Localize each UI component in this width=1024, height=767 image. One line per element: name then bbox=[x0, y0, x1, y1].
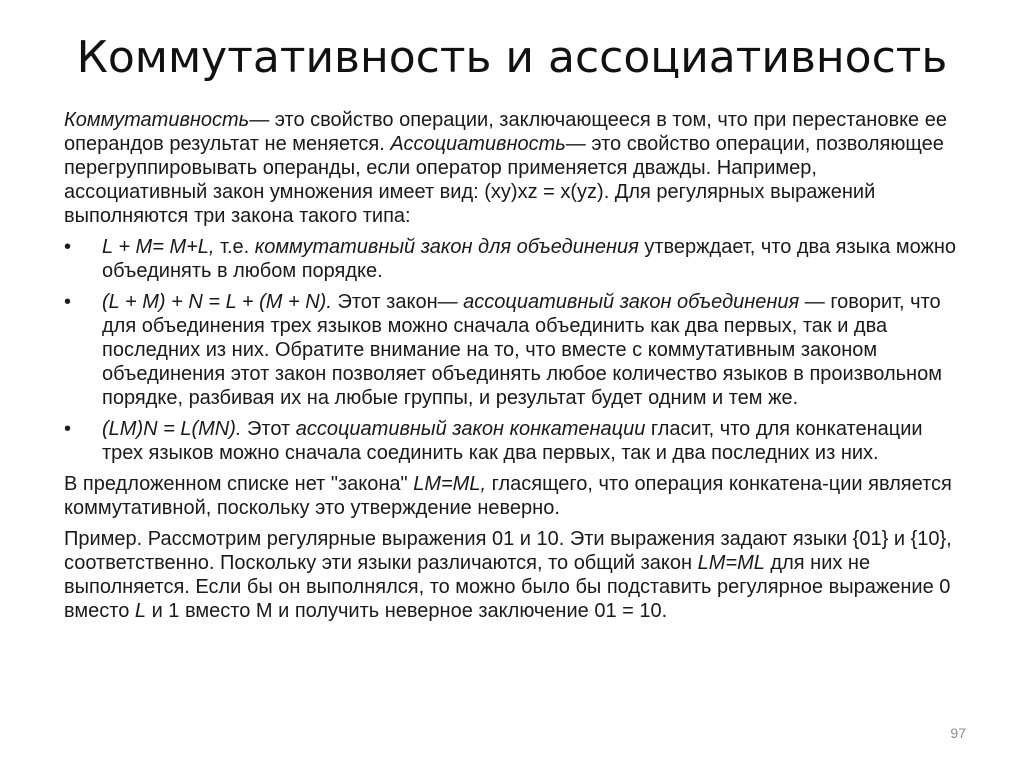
body-text: гласит, что для конкатенации трех языков можно сначала соединить как два первых, так и два последних из них. bbox=[102, 418, 923, 464]
body-text: — это свойство операции, позволяющее перегруппировывать операнды, если оператор применяется дважды. Например, ассоциативный закон умножения имеет вид: (xy)xz = x(yz). Для регулярных выражений выполняются три закона такого типа: bbox=[64, 133, 944, 227]
law-commutative-union bbox=[102, 236, 956, 282]
emphasis-text: (L + M) + N = L + (M + N). bbox=[102, 291, 332, 313]
body-text: Этот закон— bbox=[331, 291, 464, 313]
list-item bbox=[64, 417, 964, 465]
bullet-icon: • bbox=[64, 291, 72, 313]
list-item bbox=[64, 290, 964, 410]
note-paragraph bbox=[64, 472, 964, 520]
body-text: В предложенном списке нет "закона" bbox=[64, 473, 414, 495]
emphasis-text: Коммутативность bbox=[64, 109, 250, 131]
emphasis-text: LM=ML, bbox=[413, 473, 487, 495]
law-associative-union bbox=[102, 291, 942, 409]
bullet-icon: • bbox=[64, 418, 72, 440]
body-text: и 1 вместо М и получить неверное заключение 01 = 10. bbox=[146, 600, 668, 622]
body-text: — это свойство операции, заключающееся в том, что при перестановке ее операндов результат не меняется. bbox=[64, 109, 947, 155]
emphasis-text: L bbox=[134, 600, 147, 622]
emphasis-text: LM=ML bbox=[697, 552, 765, 574]
body-text: утверждает, что два языка можно объединять в любом порядке. bbox=[102, 236, 957, 282]
body-text: гласящего, что операция конкатена-ции является коммутативной, поскольку это утверждение неверно. bbox=[64, 473, 952, 519]
body-text: Пример. Рассмотрим регулярные выражения 01 и 10. Эти выражения задают языки {01} и {10}, соответственно. Поскольку эти языки различаются, то общий закон bbox=[64, 528, 952, 574]
list-item bbox=[64, 235, 964, 283]
laws-list bbox=[64, 235, 964, 465]
emphasis-text: коммутативный закон для объединения bbox=[254, 236, 639, 258]
slide-title: Коммутативность и ассоциативность bbox=[76, 32, 948, 83]
body-text: для них не выполняется. Если бы он выполнялся, то можно было бы подставить регулярное выражение 0 вместо bbox=[64, 552, 951, 622]
emphasis-text: (LM)N = L(MN). bbox=[102, 418, 242, 440]
body-text: — говорит, что для объединения трех языков можно сначала объединить как два первых, так и два последних из них. Обратите внимание на то, что вместе с коммутативным законом объединения этот закон позволяет объединять любое количество языков в произвольном порядке, разбивая их на любые группы, и результат будет одним и тем же. bbox=[102, 291, 942, 409]
body-text: Этот bbox=[241, 418, 296, 440]
law-associative-concatenation bbox=[102, 418, 923, 464]
page-number: 97 bbox=[950, 725, 966, 741]
slide-content bbox=[64, 108, 964, 630]
emphasis-text: ассоциативный закон конкатенации bbox=[295, 418, 646, 440]
emphasis-text: ассоциативный закон объединения bbox=[463, 291, 800, 313]
body-text: т.е. bbox=[214, 236, 255, 258]
emphasis-text: L + M= M+L, bbox=[102, 236, 215, 258]
bullet-icon: • bbox=[64, 236, 72, 258]
emphasis-text: Ассоциативность bbox=[390, 133, 566, 155]
example-paragraph bbox=[64, 527, 964, 623]
intro-paragraph bbox=[64, 108, 964, 228]
